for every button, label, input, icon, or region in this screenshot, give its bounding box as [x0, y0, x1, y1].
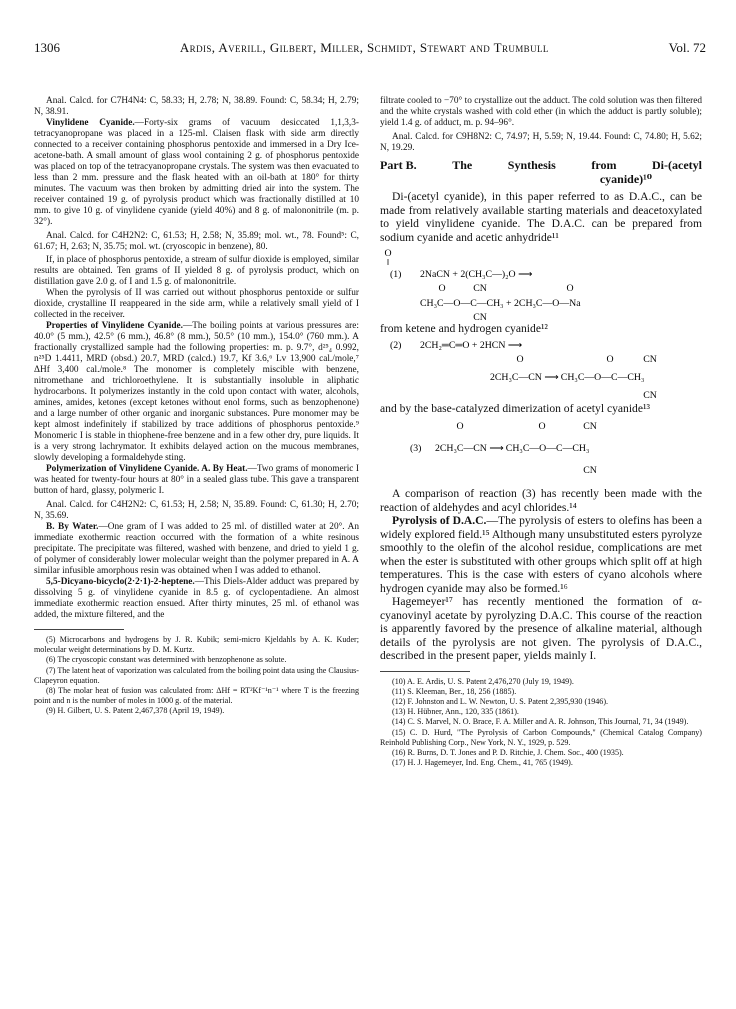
equation-symbol: O [606, 353, 614, 365]
equation-line: 2CH₂═C═O + 2HCN ⟶ [420, 339, 522, 351]
diels-alder-paragraph [34, 577, 359, 621]
body-paragraph: If, in place of phosphorus pentoxide, a stream of sulfur dioxide is employed, similar results are obtained. Ten grams of II yielded 8 g. of pyrolysis product, which on distillation gave 2.0 g. of I and 1.5 g. of malononitrile. [34, 255, 359, 287]
footnote: (16) R. Burns, D. T. Jones and P. D. Ritchie, J. Chem. Soc., 400 (1935). [392, 747, 624, 757]
paragraph-text: —This Diels-Alder adduct was prepared by dissolving 5 g. of vinylidene cyanide in 8.5 g. of cyclopentadiene. An almost immediate exothermic reaction ensued. After thirty minutes, 25 ml. of ethanol was added, the mixture filtered, and the [34, 577, 359, 620]
equation-symbol: CN [473, 283, 487, 294]
equation-line: 2CH₃C—CN ⟶ CH₃C—O—C—CH₃ [435, 443, 590, 454]
footnote: (10) A. E. Ardis, U. S. Patent 2,476,270 (July 19, 1949). [392, 676, 574, 686]
footnote: (12) F. Johnston and L. W. Newton, U. S. Patent 2,395,930 (1946). [392, 696, 609, 706]
equation-number: (1) [390, 269, 402, 280]
analysis-paragraph: Anal. Calcd. for C9H8N2: C, 74.97; H, 5.59; N, 19.44. Found: C, 74.80; H, 5.62; N, 19.29. [380, 132, 702, 153]
right-column [380, 96, 702, 768]
equation-symbol: O [516, 353, 524, 365]
equation-symbol: CN [643, 353, 657, 365]
vinylidene-prep-paragraph [34, 118, 359, 228]
equation-number: (3) [410, 443, 422, 454]
polymerization-paragraph [34, 464, 359, 497]
paragraph-text: —Two grams of monomeric I was heated for twenty-four hours at 80° in a sealed glass tube. This gave a transparent button of hard, glassy, polymeric I. [34, 464, 359, 496]
equation-2 [380, 336, 702, 402]
footnote: (11) S. Kleeman, Ber., 18, 256 (1885). [392, 686, 517, 696]
equation-symbol: O [438, 283, 446, 294]
equation-line: 2NaCN + 2(CH₃C—)₂O ⟶ [420, 269, 533, 280]
left-column [34, 96, 359, 717]
footnote: (5) Microcarbons and hydrogens by J. R. Kubik; semi-micro Kjeldahls by A. K. Kuder; molecular weight determinations by D. M. Kurtz. [34, 635, 359, 655]
equation-symbol: O [384, 248, 392, 259]
paragraph-text: —The pyrolysis of esters to olefins has been a widely explored field.¹⁵ Although many unsubstituted esters pyrolyze smoothly to the olefin of the alcohol residue, complications are met when the ester is substituted with other groups which split off at high temperatures. This is the case with esters of cyano alcohols where hydrogen cyanide may also be formed.¹⁶ [380, 514, 702, 595]
equation-line: CH₃C—O—C—CH₃ + 2CH₃C—O—Na [420, 298, 581, 309]
body-paragraph: A comparison of reaction (3) has recently been made with the reaction of aldehydes and acyl chlorides.¹⁴ [380, 487, 702, 514]
footnotes-left [34, 635, 359, 717]
section-heading: Vinylidene Cyanide. [46, 118, 135, 128]
footnote-rule [380, 671, 470, 672]
section-heading: 5,5-Dicyano-bicyclo(2·2·1)-2-heptene. [46, 577, 195, 587]
footnote: (13) H. Hübner, Ann., 120, 335 (1861). [392, 707, 519, 717]
equation-symbol: O [456, 421, 464, 432]
equation-1 [380, 244, 702, 322]
page-header [34, 40, 706, 60]
equation-symbol: O [566, 283, 574, 294]
section-heading: Polymerization of Vinylidene Cyanide. A. By Heat. [46, 464, 248, 474]
analysis-paragraph: Anal. Calcd. for C4H2N2: C, 61.53; H, 2.58; N, 35.89. Found: C, 61.30; H, 2.70; N, 35.69. [34, 500, 359, 521]
volume-label: Vol. 72 [668, 40, 706, 55]
equation-line: 2CH₃C—CN ⟶ CH₃C—O—C—CH₃ [490, 371, 645, 383]
body-paragraph: Hagemeyer¹⁷ has recently mentioned the formation of α-cyanovinyl acetate by pyrolyzing D.A.C. This course of the reaction is apparently favored by the presence of alkaline material, although details of the pyrolysis are not given. The pyrolysis of D.A.C., described in the present paper, yields mainly I. [380, 595, 702, 662]
paragraph-text: —One gram of I was added to 25 ml. of distilled water at 20°. An immediate exothermic reaction occurred with the formation of a white resinous precipitate. The precipitate was filtered, washed with benzene, and dried to yield 1 g. of polymer of considerably lower molecular weight than the polymer prepared in A. A similar infusible amorphous resin was obtained when I was added to ethanol. [34, 522, 360, 576]
body-paragraph: filtrate cooled to −70° to crystallize out the adduct. The cold solution was then filtered and the white crystals washed with cold ether (in which the adduct is partly soluble); yield 1.4 g. of adduct, m. p. 94–96°. [380, 96, 702, 128]
paragraph-text: —The boiling points at various pressures are: 40.0° (5 mm.), 42.5° (6 mm.), 46.8° (8 mm.), 50.5° (10 mm.), 154.0° (760 mm.). A fractionally crystallized sample had the following properties: m. p. 9.7°, d²⁵₄ 0.992, n²⁵D 1.4411, MRD (obsd.) 20.7, MRD (calcd.) 19.7, Kf 3.6,⁶ Lv 13,900 cal./mole,⁷ ΔHf 3,400 cal./mole.⁸ The monomer is completely miscible with benzene, nitromethane and trichloroethylene. It is substantially insoluble in aliphatic hydrocarbons. It polymerizes instantly in the cold upon contact with water, alcohols, amines, amides, ketones (except ketones without enol forms, such as benzophenone) and a large number of other organic and inorganic substances. Pure monomer may be kept almost indefinitely if stabilized by trace additions of phosphorus pentoxide.⁹ Monomeric I is stable in thiophene-free benzene and in a few other dry, pure liquids. It is a very strong lachrymator. It exhibits delayed action on the mucous membranes, slowly developing a formaldehyde sting. [34, 321, 359, 463]
part-heading-continued: cyanide)¹⁰ [599, 172, 652, 186]
pyrolysis-paragraph [380, 514, 702, 595]
section-heading: Properties of Vinylidene Cyanide. [46, 321, 183, 331]
body-paragraph: Di-(acetyl cyanide), in this paper referred to as D.A.C., can be made from relatively available starting materials and deacetoxylated to yield vinylidene cyanide. The D.A.C. can be prepared from sodium cyanide and acetic anhydride¹¹ [380, 190, 702, 244]
part-title-word: Di-(acetyl [652, 158, 702, 172]
body-paragraph: When the pyrolysis of II was carried out without phosphorus pentoxide or sulfur dioxide, crystalline II reappeared in the side arm, while a relatively small yield of I collected in the receiver. [34, 288, 359, 320]
footnote: (6) The cryoscopic constant was determined with benzophenone as solute. [46, 655, 287, 665]
footnote: (17) H. J. Hagemeyer, Ind. Eng. Chem., 41, 765 (1949). [392, 758, 573, 768]
part-title-word: from [591, 158, 617, 172]
footnote: (7) The latent heat of vaporization was calculated from the boiling point data using the Clausius-Clapeyron equation. [34, 665, 359, 685]
analysis-paragraph: Anal. Calcd. for C4H2N2: C, 61.53; H, 2.58; N, 35.89; mol. wt., 78. Found⁵: C, 61.67; H, 2.63; N, 35.75; mol. wt. (cryoscopic in benzene), 80. [34, 231, 359, 252]
part-title-word: The [452, 158, 473, 172]
part-title-word: Synthesis [507, 158, 556, 172]
equation-symbol: CN [583, 465, 597, 476]
body-paragraph: from ketene and hydrogen cyanide¹² [380, 322, 548, 335]
footnotes-right [380, 677, 702, 769]
section-heading: B. By Water. [46, 522, 99, 532]
page-number: 1306 [34, 40, 60, 55]
footnote-rule [34, 629, 124, 630]
part-heading [380, 158, 702, 172]
footnote: (9) H. Gilbert, U. S. Patent 2,467,378 (April 19, 1949). [46, 706, 225, 716]
equation-symbol: CN [583, 421, 597, 432]
equation-3 [380, 415, 702, 483]
analysis-paragraph: Anal. Calcd. for C7H4N4: C, 58.33; H, 2.78; N, 38.89. Found: C, 58.34; H, 2.79; N, 38.91. [34, 96, 359, 117]
section-heading: Pyrolysis of D.A.C. [392, 514, 487, 527]
equation-symbol: O [538, 421, 546, 432]
running-authors: Ardis, Averill, Gilbert, Miller, Schmidt, Stewart and Trumbull [179, 40, 549, 55]
body-paragraph: and by the base-catalyzed dimerization of acetyl cyanide¹³ [380, 401, 650, 415]
equation-symbol: CN [473, 312, 487, 322]
equation-number: (2) [390, 339, 402, 351]
water-polymerization-paragraph [34, 522, 359, 577]
part-label: Part B. [380, 158, 417, 172]
footnote: (15) C. D. Hurd, "The Pyrolysis of Carbon Compounds," (Chemical Catalog Company) Reinhold Publishing Corp., New York, N. Y., 1929, p. 529. [380, 727, 702, 747]
footnote: (14) C. S. Marvel, N. O. Brace, F. A. Miller and A. R. Johnson, This Journal, 71, 34 (1949). [392, 717, 689, 727]
footnote: (8) The molar heat of fusion was calculated from: ΔHf = RT²Kf⁻¹n⁻¹ where T is the freezing point and n is the number of moles in 1000 g. of the material. [34, 686, 359, 706]
properties-paragraph [34, 321, 359, 464]
equation-symbol: CN [643, 389, 657, 401]
paragraph-text: —Forty-six grams of vacuum desiccated 1,1,3,3-tetracyanopropane was placed in a 125-ml. Claisen flask with side arm directly connected to a receiver containing phosphorus pentoxide and immersed in a Dry Ice-acetone-bath. A small amount of glass wool containing 2 g. of phosphorus pentoxide was placed on top of the tetracyanopropane crystals. The system was then evacuated to less than 2 mm. pressure and the flask heated with an oil-bath at 180° for thirty minutes. The vacuum was then broken by admitting dried air into the system. The receiver contained 19 g. of pyrolysis product which was fractionally distilled at 10 mm. to give 10 g. of vinylidene cyanide (yield 40%) and 8 g. of malononitrile (m. p. 32°). [34, 118, 359, 227]
